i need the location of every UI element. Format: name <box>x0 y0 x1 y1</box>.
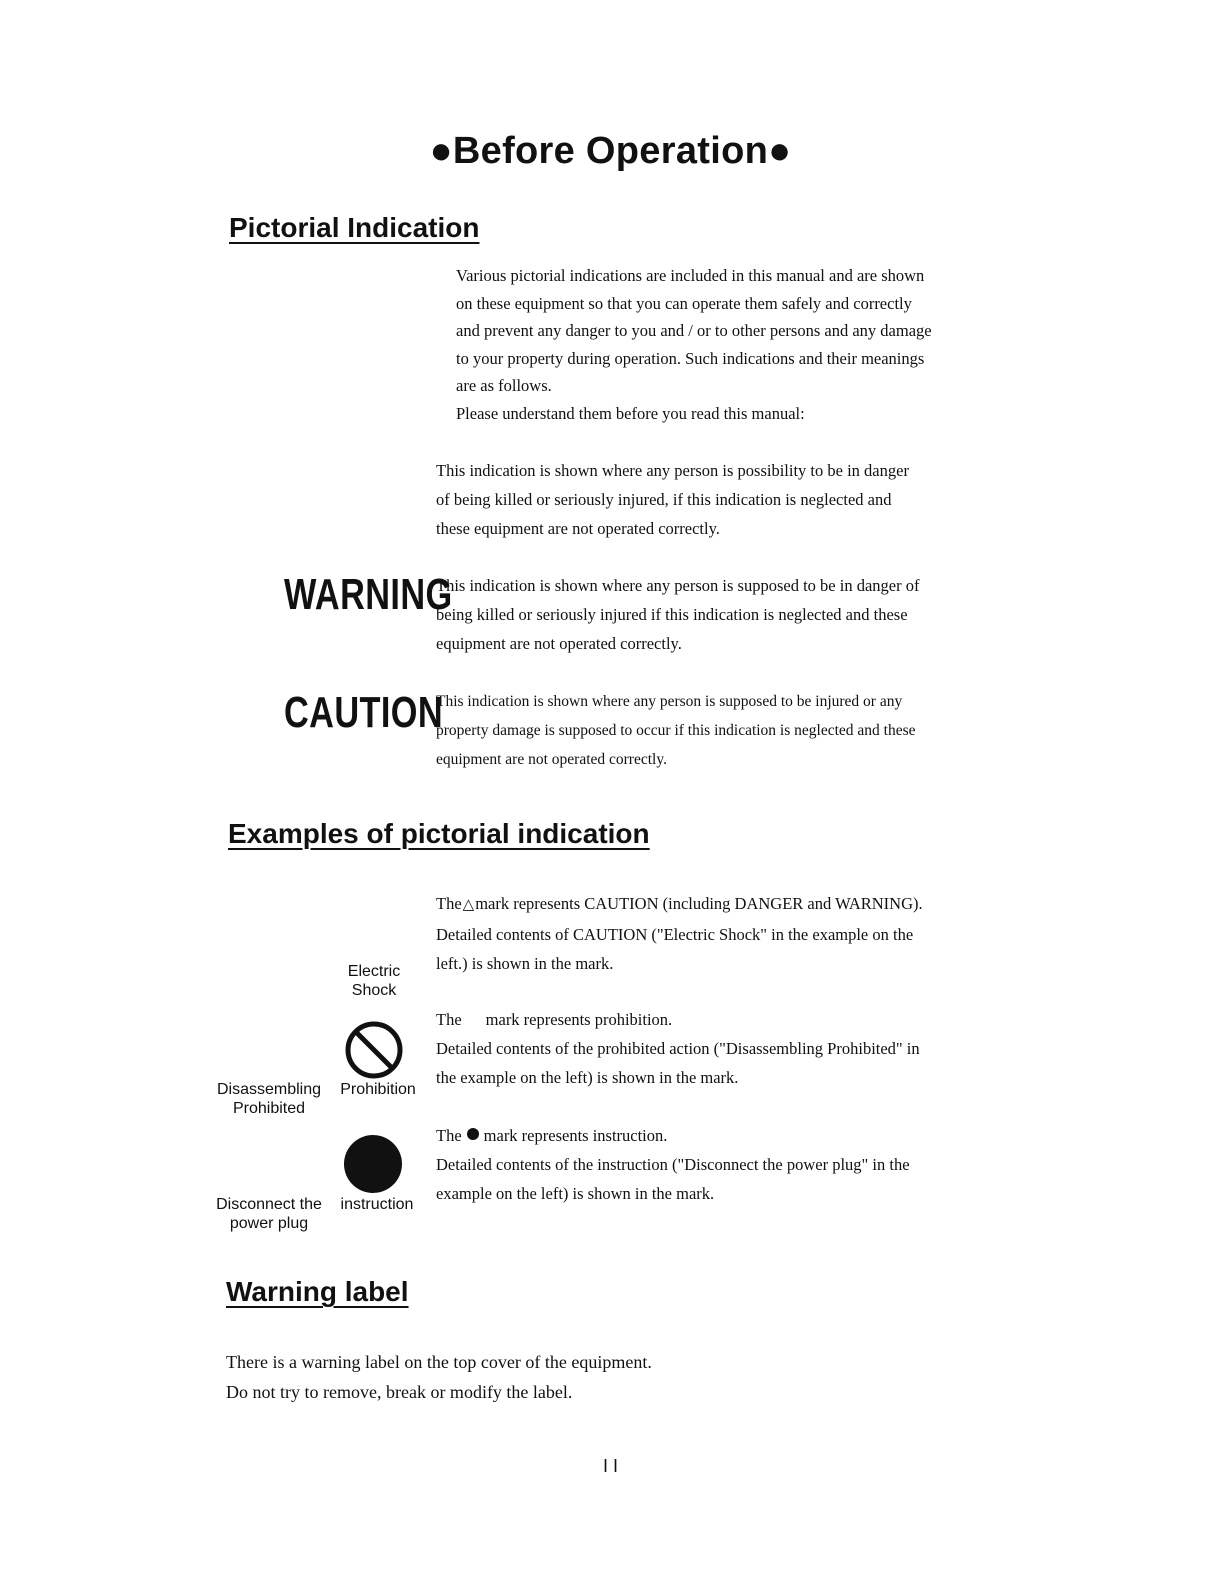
warning-description <box>436 571 989 658</box>
caution-line: This indication is shown where any person is supposed to be injured or any <box>436 693 903 710</box>
prohibition-line: Detailed contents of the prohibited action ("Disassembling Prohibited" in <box>436 1039 920 1058</box>
triangle-pre: The <box>436 894 462 913</box>
intro-line: and prevent any danger to you and / or to other persons and any damage <box>456 321 932 340</box>
section-heading-warning-label: Warning label <box>226 1276 409 1307</box>
disconnect-caption <box>208 1195 330 1233</box>
triangle-line: Detailed contents of CAUTION ("Electric Shock" in the example on the <box>436 925 914 944</box>
prohibition-caption: Prohibition <box>340 1081 416 1098</box>
caution-line: equipment are not operated correctly. <box>436 751 667 768</box>
instruction-description <box>436 1121 1009 1208</box>
section-heading-examples: Examples of pictorial indication <box>228 818 650 849</box>
warning-signal-word: WARNING <box>284 570 453 619</box>
triangle-line: left.) is shown in the mark. <box>436 954 614 973</box>
warning-label-line: Do not try to remove, break or modify the label. <box>226 1382 573 1402</box>
prohibition-pre: The <box>436 1010 462 1029</box>
warning-label-line: There is a warning label on the top cover of the equipment. <box>226 1352 652 1372</box>
prohibition-icon <box>344 1020 404 1080</box>
instruction-caption: instruction <box>340 1196 414 1213</box>
warning-line: This indication is shown where any person is supposed to be in danger of <box>436 576 920 595</box>
warning-line: being killed or seriously injured if this indication is neglected and these <box>436 605 908 624</box>
caution-signal-word: CAUTION <box>284 688 444 737</box>
danger-description <box>436 456 989 543</box>
page-number: I I <box>602 1456 618 1476</box>
caution-line: property damage is supposed to occur if this indication is neglected and these <box>436 722 916 739</box>
intro-line: Various pictorial indications are included in this manual and are shown <box>456 266 925 285</box>
prohibition-line: the example on the left) is shown in the mark. <box>436 1068 739 1087</box>
warning-label-text <box>226 1347 926 1407</box>
caption-line: Disconnect the <box>216 1196 322 1213</box>
prohibition-post: mark represents prohibition. <box>485 1010 673 1029</box>
caption-line: Disassembling <box>216 1081 322 1098</box>
pictorial-intro <box>456 262 1008 427</box>
triangle-description <box>436 889 1009 978</box>
prohibition-description <box>436 1005 1009 1092</box>
caution-description <box>436 687 989 774</box>
page-title: ●Before Operation● <box>429 130 792 172</box>
instruction-pre: The <box>436 1126 462 1145</box>
danger-line: these equipment are not operated correctly. <box>436 519 720 538</box>
intro-line: to your property during operation. Such indications and their meanings <box>456 348 925 368</box>
caption-line: power plug <box>229 1215 309 1232</box>
intro-line: Please understand them before you read this manual: <box>456 403 805 423</box>
triangle-post: mark represents CAUTION (including DANGER and WARNING). <box>475 894 923 913</box>
electric-shock-caption <box>330 962 418 1000</box>
danger-line: This indication is shown where any person is possibility to be in danger <box>436 461 909 480</box>
instruction-dot-icon <box>467 1128 479 1140</box>
instruction-line: example on the left) is shown in the mark. <box>436 1184 715 1203</box>
instruction-icon <box>343 1134 403 1194</box>
caption-line: Shock <box>351 982 397 999</box>
intro-line: on these equipment so that you can operate them safely and correctly <box>456 293 912 313</box>
caption-line: Electric <box>347 963 401 980</box>
instruction-line: Detailed contents of the instruction ("Disconnect the power plug" in the <box>436 1155 910 1174</box>
intro-line: are as follows. <box>456 376 552 395</box>
warning-triangle-icon: △ <box>462 897 475 913</box>
warning-line: equipment are not operated correctly. <box>436 634 682 653</box>
instruction-post: mark represents instruction. <box>483 1126 668 1145</box>
danger-line: of being killed or seriously injured, if this indication is neglected and <box>436 490 892 509</box>
section-heading-pictorial: Pictorial Indication <box>229 212 480 243</box>
caption-line: Prohibited <box>232 1100 306 1117</box>
disassembling-caption <box>208 1080 330 1118</box>
